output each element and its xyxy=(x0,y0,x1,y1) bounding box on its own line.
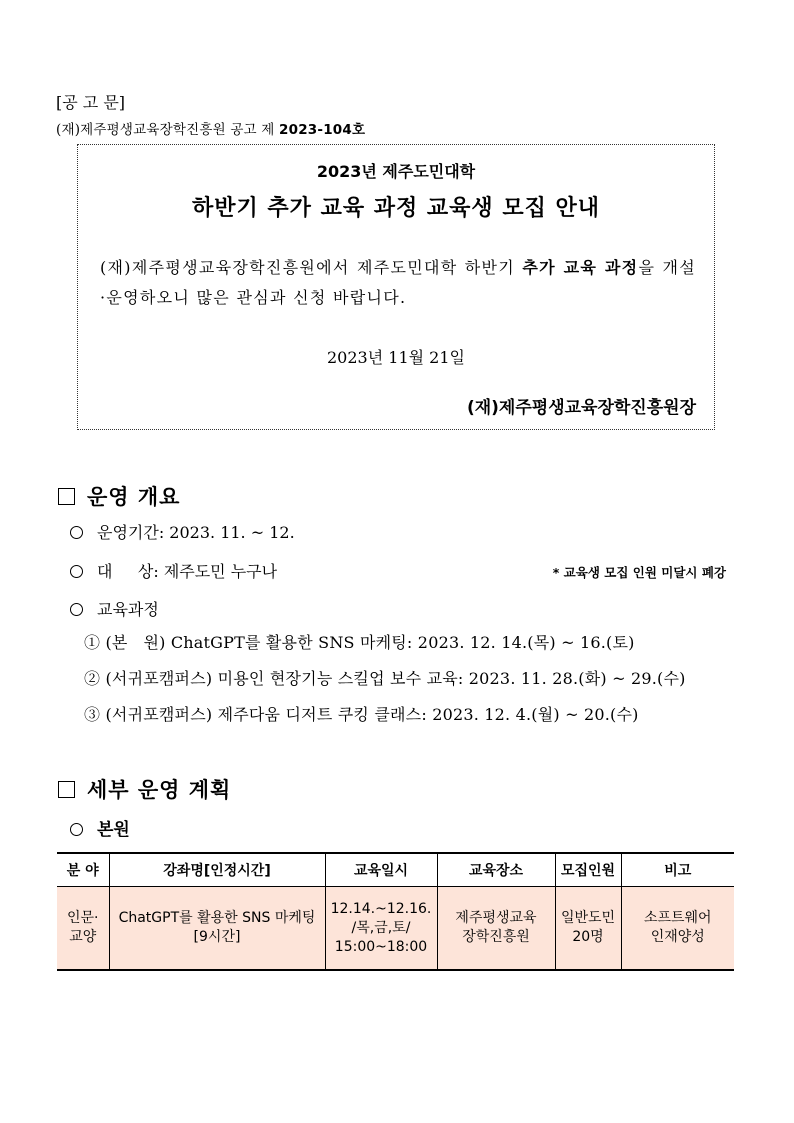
notice-number-value: 2023-104호 xyxy=(279,122,366,138)
cell-course-name xyxy=(109,887,325,971)
cell-remark-line2: 인재양성 xyxy=(650,929,705,945)
detail-subtitle-text: 본원 xyxy=(97,820,130,840)
cell-field-line1: 인문· xyxy=(67,910,99,926)
cell-field-line2: 교양 xyxy=(69,929,97,945)
header-field: 분 야 xyxy=(57,853,109,887)
header-remark: 비고 xyxy=(621,853,734,887)
cell-place xyxy=(437,887,555,971)
overview-period-text: 운영기간: 2023. 11. ~ 12. xyxy=(97,523,295,542)
cancellation-note: * 교육생 모집 인원 미달시 폐강 xyxy=(552,565,726,580)
announcement-body-text-2: 을 개설·운영하오니 많은 관심과 신청 바랍니다. xyxy=(100,258,696,307)
cell-date-line3: 15:00~18:00 xyxy=(334,938,428,955)
square-bullet-icon xyxy=(58,781,75,798)
cell-course-line2: [9시간] xyxy=(193,929,241,945)
circle-bullet-icon xyxy=(70,603,83,616)
cell-date-line1: 12.14.~12.16. xyxy=(330,900,432,917)
detail-title-text: 세부 운영 계획 xyxy=(87,778,232,802)
cell-recruit-line1: 일반도민 xyxy=(560,910,616,926)
header-course-name: 강좌명[인정시간] xyxy=(109,853,325,887)
cell-date-line2: /목,금,토/ xyxy=(351,919,411,936)
overview-courses-title-text: 교육과정 xyxy=(97,600,159,619)
notice-number-prefix: (재)제주평생교육장학진흥원 공고 제 xyxy=(56,122,280,138)
announcement-box xyxy=(77,144,715,430)
header-recruit: 모집인원 xyxy=(555,853,621,887)
table-header-row xyxy=(57,853,734,887)
cell-place-line2: 장학진흥원 xyxy=(462,929,530,945)
detail-subtitle xyxy=(70,815,130,840)
overview-title-text: 운영 개요 xyxy=(87,485,181,509)
cell-recruit-line2: 20명 xyxy=(572,929,604,945)
course-item-2: ② (서귀포캠퍼스) 미용인 현장기능 스킬업 보수 교육: 2023. 11. 28.(화) ~ 29.(수) xyxy=(84,669,686,688)
detail-table xyxy=(57,852,734,971)
cell-place-line1: 제주평생교육 xyxy=(455,910,537,926)
cell-remark-line1: 소프트웨어 xyxy=(643,910,712,926)
overview-period xyxy=(70,520,295,543)
announcement-heading-title: 하반기 추가 교육 과정 교육생 모집 안내 xyxy=(192,196,600,221)
announcement-body-text-1: (재)제주평생교육장학진흥원에서 제주도민대학 하반기 xyxy=(100,258,523,277)
cell-recruit xyxy=(555,887,621,971)
announcement-body-bold: 추가 교육 과정 xyxy=(522,258,639,277)
overview-courses-title xyxy=(70,597,159,620)
course-item-1: ① (본 원) ChatGPT를 활용한 SNS 마케팅: 2023. 12. 14.(목) ~ 16.(토) xyxy=(84,633,635,652)
cell-course-line1: ChatGPT를 활용한 SNS 마케팅 xyxy=(118,910,316,926)
table-row xyxy=(57,887,734,971)
notice-label: [공 고 문] xyxy=(56,93,126,112)
announcement-heading-year: 2023년 제주도민대학 xyxy=(316,162,476,181)
header-date: 교육일시 xyxy=(325,853,437,887)
detail-section-title xyxy=(58,774,231,804)
overview-section-title xyxy=(58,481,180,511)
circle-bullet-icon xyxy=(70,526,83,539)
overview-target-text: 대 상: 제주도민 누구나 xyxy=(97,562,278,581)
course-item-3: ③ (서귀포캠퍼스) 제주다움 디저트 쿠킹 클래스: 2023. 12. 4.(월) ~ 20.(수) xyxy=(84,705,639,724)
cell-date xyxy=(325,887,437,971)
circle-bullet-icon xyxy=(70,823,83,836)
announcement-date: 2023년 11월 21일 xyxy=(327,348,465,367)
cell-field xyxy=(57,887,109,971)
announcement-signature: (재)제주평생교육장학진흥원장 xyxy=(466,398,696,418)
notice-number xyxy=(56,118,365,138)
announcement-body xyxy=(100,253,696,313)
cell-remark xyxy=(621,887,734,971)
overview-target xyxy=(70,559,277,582)
circle-bullet-icon xyxy=(70,565,83,578)
header-place: 교육장소 xyxy=(437,853,555,887)
square-bullet-icon xyxy=(58,488,75,505)
